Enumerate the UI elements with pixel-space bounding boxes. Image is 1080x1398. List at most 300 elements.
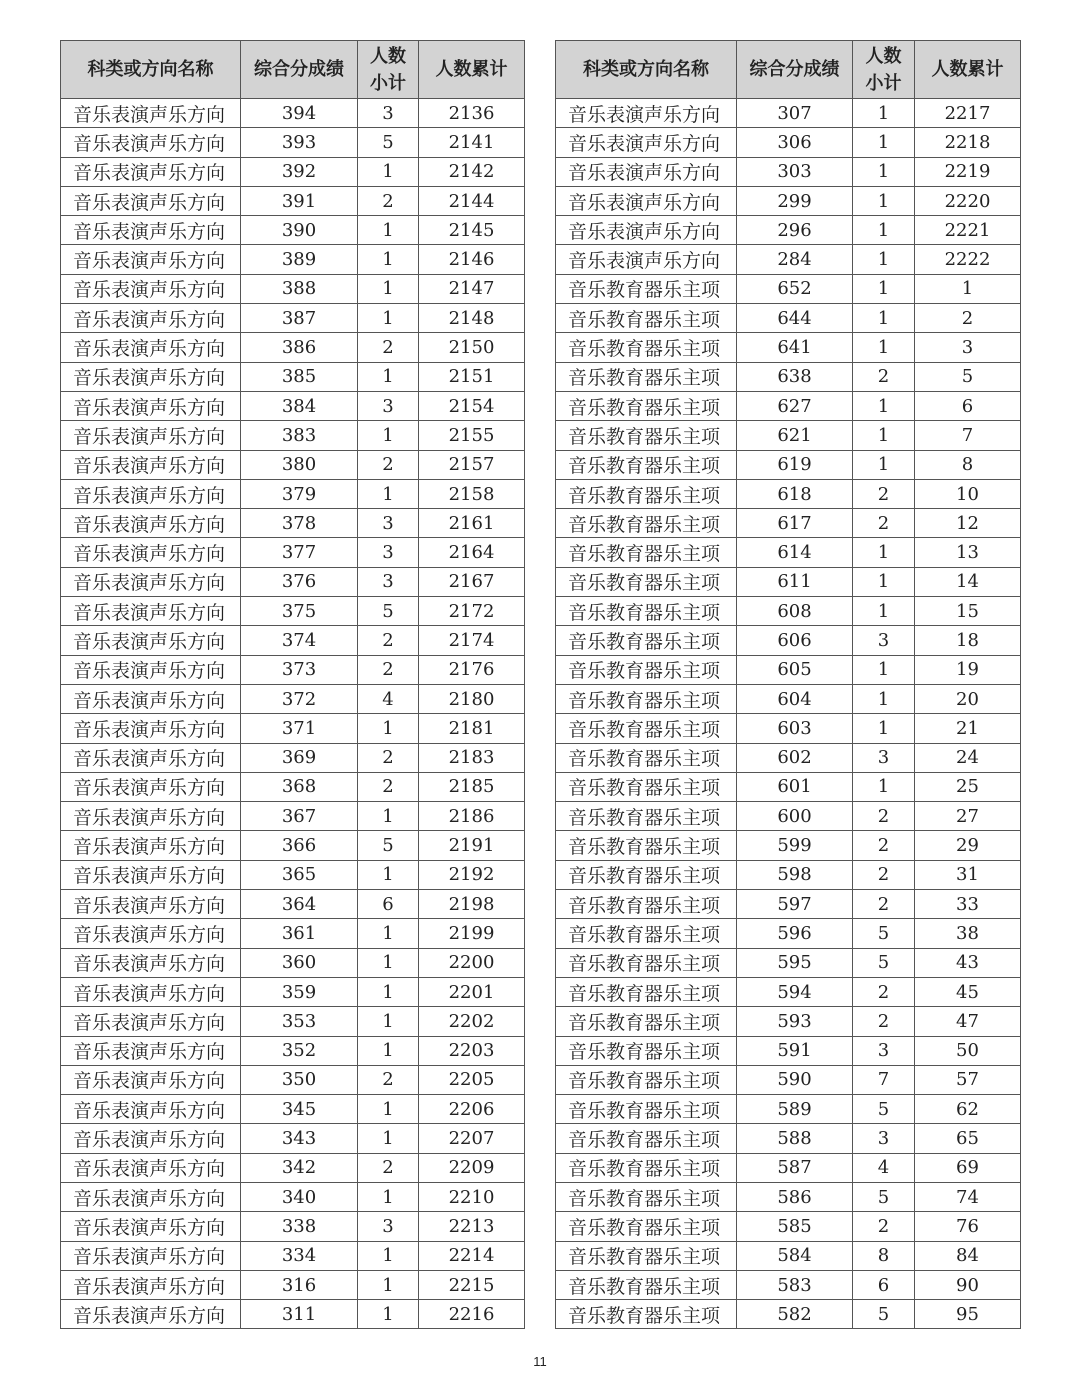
cell-cumulative: 14 xyxy=(915,567,1021,596)
table-row xyxy=(61,597,525,626)
table-row xyxy=(61,1153,525,1182)
cell-cumulative: 2142 xyxy=(419,157,525,186)
cell-name: 音乐教育器乐主项 xyxy=(556,714,737,743)
cell-score: 605 xyxy=(737,655,853,684)
cell-name: 音乐教育器乐主项 xyxy=(556,1212,737,1241)
cell-name: 音乐表演声乐方向 xyxy=(61,538,241,567)
cell-cumulative: 2157 xyxy=(419,450,525,479)
cell-name: 音乐教育器乐主项 xyxy=(556,1241,737,1270)
cell-count: 1 xyxy=(358,714,419,743)
cell-name: 音乐教育器乐主项 xyxy=(556,538,737,567)
cell-count: 1 xyxy=(358,1300,419,1329)
cell-cumulative: 2158 xyxy=(419,479,525,508)
cell-count: 1 xyxy=(358,1270,419,1299)
cell-score: 378 xyxy=(241,509,358,538)
table-row xyxy=(556,1212,1021,1241)
cell-name: 音乐表演声乐方向 xyxy=(61,919,241,948)
cell-score: 611 xyxy=(737,567,853,596)
cell-cumulative: 12 xyxy=(915,509,1021,538)
cell-score: 371 xyxy=(241,714,358,743)
table-row xyxy=(556,1095,1021,1124)
cell-name: 音乐教育器乐主项 xyxy=(556,1065,737,1094)
cell-score: 390 xyxy=(241,216,358,245)
cell-name: 音乐表演声乐方向 xyxy=(61,128,241,157)
table-row xyxy=(61,245,525,274)
table-row xyxy=(61,1241,525,1270)
cell-count: 2 xyxy=(358,1065,419,1094)
cell-count: 1 xyxy=(358,216,419,245)
cell-cumulative: 5 xyxy=(915,362,1021,391)
cell-score: 299 xyxy=(737,186,853,215)
table-row xyxy=(556,743,1021,772)
cell-name: 音乐表演声乐方向 xyxy=(61,186,241,215)
cell-cumulative: 2172 xyxy=(419,597,525,626)
cell-cumulative: 2185 xyxy=(419,772,525,801)
cell-count: 5 xyxy=(853,1095,915,1124)
table-row xyxy=(61,362,525,391)
cell-score: 582 xyxy=(737,1300,853,1329)
cell-cumulative: 2192 xyxy=(419,860,525,889)
cell-count: 3 xyxy=(358,567,419,596)
cell-name: 音乐教育器乐主项 xyxy=(556,831,737,860)
table-row xyxy=(556,509,1021,538)
cell-name: 音乐教育器乐主项 xyxy=(556,567,737,596)
cell-score: 604 xyxy=(737,684,853,713)
cell-score: 586 xyxy=(737,1182,853,1211)
table-row xyxy=(61,509,525,538)
cell-count: 3 xyxy=(853,626,915,655)
cell-cumulative: 2145 xyxy=(419,216,525,245)
cell-count: 3 xyxy=(358,509,419,538)
table-row xyxy=(61,626,525,655)
cell-count: 1 xyxy=(358,421,419,450)
cell-cumulative: 7 xyxy=(915,421,1021,450)
cell-name: 音乐表演声乐方向 xyxy=(61,743,241,772)
cell-name: 音乐表演声乐方向 xyxy=(61,362,241,391)
cell-score: 361 xyxy=(241,919,358,948)
cell-score: 606 xyxy=(737,626,853,655)
cell-score: 364 xyxy=(241,890,358,919)
cell-count: 2 xyxy=(853,977,915,1006)
cell-count: 3 xyxy=(358,538,419,567)
cell-cumulative: 24 xyxy=(915,743,1021,772)
header-count-line1: 人数 xyxy=(370,45,406,67)
table-row xyxy=(556,479,1021,508)
cell-score: 296 xyxy=(737,216,853,245)
cell-score: 652 xyxy=(737,274,853,303)
cell-count: 2 xyxy=(853,802,915,831)
cell-count: 3 xyxy=(358,99,419,128)
cell-score: 644 xyxy=(737,304,853,333)
cell-name: 音乐表演声乐方向 xyxy=(61,655,241,684)
cell-count: 1 xyxy=(853,99,915,128)
cell-score: 392 xyxy=(241,157,358,186)
cell-score: 618 xyxy=(737,479,853,508)
cell-count: 1 xyxy=(358,802,419,831)
cell-count: 1 xyxy=(853,421,915,450)
cell-score: 334 xyxy=(241,1241,358,1270)
table-row xyxy=(556,802,1021,831)
cell-count: 6 xyxy=(853,1270,915,1299)
cell-count: 3 xyxy=(358,391,419,420)
cell-count: 1 xyxy=(358,948,419,977)
cell-score: 617 xyxy=(737,509,853,538)
table-row xyxy=(61,860,525,889)
cell-count: 1 xyxy=(853,538,915,567)
page-number: 11 xyxy=(533,1354,547,1369)
cell-count: 2 xyxy=(358,655,419,684)
header-count xyxy=(358,41,419,99)
cell-cumulative: 2214 xyxy=(419,1241,525,1270)
cell-cumulative: 18 xyxy=(915,626,1021,655)
cell-count: 5 xyxy=(358,128,419,157)
table-row xyxy=(556,1270,1021,1299)
cell-score: 585 xyxy=(737,1212,853,1241)
cell-cumulative: 50 xyxy=(915,1036,1021,1065)
cell-score: 393 xyxy=(241,128,358,157)
table-row xyxy=(556,1007,1021,1036)
cell-count: 2 xyxy=(853,860,915,889)
cell-count: 1 xyxy=(853,567,915,596)
cell-score: 379 xyxy=(241,479,358,508)
cell-name: 音乐教育器乐主项 xyxy=(556,333,737,362)
cell-cumulative: 27 xyxy=(915,802,1021,831)
cell-score: 338 xyxy=(241,1212,358,1241)
table-row xyxy=(556,919,1021,948)
cell-name: 音乐教育器乐主项 xyxy=(556,450,737,479)
cell-name: 音乐表演声乐方向 xyxy=(61,948,241,977)
cell-count: 1 xyxy=(853,655,915,684)
cell-name: 音乐表演声乐方向 xyxy=(61,977,241,1006)
cell-count: 1 xyxy=(853,333,915,362)
cell-name: 音乐表演声乐方向 xyxy=(61,1065,241,1094)
table-row xyxy=(61,1212,525,1241)
cell-name: 音乐表演声乐方向 xyxy=(61,99,241,128)
cell-score: 597 xyxy=(737,890,853,919)
cell-name: 音乐教育器乐主项 xyxy=(556,362,737,391)
cell-cumulative: 2198 xyxy=(419,890,525,919)
cell-score: 359 xyxy=(241,977,358,1006)
cell-score: 380 xyxy=(241,450,358,479)
table-row xyxy=(556,948,1021,977)
table-row xyxy=(556,1241,1021,1270)
cell-name: 音乐表演声乐方向 xyxy=(61,684,241,713)
header-name: 科类或方向名称 xyxy=(61,41,241,99)
cell-count: 1 xyxy=(853,304,915,333)
cell-cumulative: 2207 xyxy=(419,1124,525,1153)
cell-count: 1 xyxy=(853,450,915,479)
header-row xyxy=(61,41,525,99)
cell-cumulative: 2167 xyxy=(419,567,525,596)
table-row xyxy=(61,1065,525,1094)
cell-name: 音乐教育器乐主项 xyxy=(556,1007,737,1036)
table-row xyxy=(556,216,1021,245)
cell-count: 4 xyxy=(358,684,419,713)
cell-cumulative: 6 xyxy=(915,391,1021,420)
cell-cumulative: 2200 xyxy=(419,948,525,977)
cell-score: 591 xyxy=(737,1036,853,1065)
table-row xyxy=(556,831,1021,860)
cell-name: 音乐表演声乐方向 xyxy=(61,157,241,186)
cell-name: 音乐表演声乐方向 xyxy=(61,479,241,508)
cell-count: 3 xyxy=(853,1036,915,1065)
cell-score: 342 xyxy=(241,1153,358,1182)
table-row xyxy=(61,655,525,684)
table-row xyxy=(61,890,525,919)
cell-count: 2 xyxy=(358,333,419,362)
cell-count: 1 xyxy=(853,597,915,626)
cell-cumulative: 3 xyxy=(915,333,1021,362)
cell-cumulative: 45 xyxy=(915,977,1021,1006)
cell-count: 1 xyxy=(358,860,419,889)
table-row xyxy=(61,421,525,450)
cell-score: 583 xyxy=(737,1270,853,1299)
cell-name: 音乐表演声乐方向 xyxy=(556,216,737,245)
cell-count: 7 xyxy=(853,1065,915,1094)
cell-count: 1 xyxy=(853,714,915,743)
cell-cumulative: 20 xyxy=(915,684,1021,713)
cell-cumulative: 2206 xyxy=(419,1095,525,1124)
cell-count: 1 xyxy=(853,128,915,157)
cell-name: 音乐表演声乐方向 xyxy=(61,860,241,889)
table-row xyxy=(556,391,1021,420)
table-row xyxy=(61,1007,525,1036)
cell-cumulative: 2218 xyxy=(915,128,1021,157)
cell-cumulative: 13 xyxy=(915,538,1021,567)
cell-name: 音乐表演声乐方向 xyxy=(61,509,241,538)
cell-score: 369 xyxy=(241,743,358,772)
cell-score: 391 xyxy=(241,186,358,215)
cell-score: 353 xyxy=(241,1007,358,1036)
cell-score: 385 xyxy=(241,362,358,391)
cell-score: 588 xyxy=(737,1124,853,1153)
cell-count: 3 xyxy=(358,1212,419,1241)
cell-cumulative: 21 xyxy=(915,714,1021,743)
cell-score: 375 xyxy=(241,597,358,626)
cell-score: 587 xyxy=(737,1153,853,1182)
cell-count: 2 xyxy=(853,890,915,919)
cell-score: 593 xyxy=(737,1007,853,1036)
cell-cumulative: 2201 xyxy=(419,977,525,1006)
table-row xyxy=(61,538,525,567)
cell-count: 1 xyxy=(358,1124,419,1153)
table-row xyxy=(61,802,525,831)
cell-score: 608 xyxy=(737,597,853,626)
cell-score: 352 xyxy=(241,1036,358,1065)
cell-name: 音乐教育器乐主项 xyxy=(556,304,737,333)
cell-score: 316 xyxy=(241,1270,358,1299)
cell-count: 1 xyxy=(358,245,419,274)
cell-cumulative: 10 xyxy=(915,479,1021,508)
table-row xyxy=(61,1095,525,1124)
cell-score: 596 xyxy=(737,919,853,948)
cell-count: 2 xyxy=(358,186,419,215)
table-row xyxy=(61,831,525,860)
cell-score: 372 xyxy=(241,684,358,713)
cell-cumulative: 8 xyxy=(915,450,1021,479)
table-row xyxy=(556,304,1021,333)
cell-name: 音乐教育器乐主项 xyxy=(556,802,737,831)
cell-cumulative: 2151 xyxy=(419,362,525,391)
cell-name: 音乐表演声乐方向 xyxy=(61,597,241,626)
table-row xyxy=(556,333,1021,362)
cell-name: 音乐教育器乐主项 xyxy=(556,391,737,420)
table-row xyxy=(556,274,1021,303)
table-row xyxy=(61,157,525,186)
header-cumulative: 人数累计 xyxy=(915,41,1021,99)
table-body-left xyxy=(61,99,525,1329)
cell-name: 音乐教育器乐主项 xyxy=(556,597,737,626)
cell-score: 303 xyxy=(737,157,853,186)
cell-score: 589 xyxy=(737,1095,853,1124)
cell-cumulative: 2213 xyxy=(419,1212,525,1241)
cell-cumulative: 2146 xyxy=(419,245,525,274)
cell-count: 1 xyxy=(358,977,419,1006)
cell-count: 6 xyxy=(358,890,419,919)
cell-score: 387 xyxy=(241,304,358,333)
cell-count: 2 xyxy=(853,362,915,391)
cell-cumulative: 43 xyxy=(915,948,1021,977)
cell-cumulative: 76 xyxy=(915,1212,1021,1241)
cell-cumulative: 2203 xyxy=(419,1036,525,1065)
cell-cumulative: 2 xyxy=(915,304,1021,333)
table-row xyxy=(61,1124,525,1153)
table-row xyxy=(61,772,525,801)
cell-score: 343 xyxy=(241,1124,358,1153)
cell-name: 音乐表演声乐方向 xyxy=(61,714,241,743)
cell-name: 音乐表演声乐方向 xyxy=(61,1124,241,1153)
cell-count: 1 xyxy=(853,245,915,274)
cell-name: 音乐表演声乐方向 xyxy=(556,186,737,215)
cell-name: 音乐教育器乐主项 xyxy=(556,1124,737,1153)
cell-name: 音乐教育器乐主项 xyxy=(556,1182,737,1211)
cell-score: 374 xyxy=(241,626,358,655)
table-row xyxy=(556,450,1021,479)
cell-cumulative: 15 xyxy=(915,597,1021,626)
cell-count: 2 xyxy=(358,772,419,801)
table-row xyxy=(556,362,1021,391)
table-row xyxy=(556,186,1021,215)
cell-name: 音乐表演声乐方向 xyxy=(61,274,241,303)
cell-name: 音乐表演声乐方向 xyxy=(61,567,241,596)
table-row xyxy=(61,99,525,128)
cell-score: 603 xyxy=(737,714,853,743)
table-row xyxy=(61,1182,525,1211)
cell-cumulative: 2215 xyxy=(419,1270,525,1299)
table-row xyxy=(556,1182,1021,1211)
cell-score: 638 xyxy=(737,362,853,391)
cell-name: 音乐表演声乐方向 xyxy=(61,890,241,919)
cell-score: 360 xyxy=(241,948,358,977)
cell-name: 音乐表演声乐方向 xyxy=(61,626,241,655)
cell-count: 1 xyxy=(358,919,419,948)
cell-score: 602 xyxy=(737,743,853,772)
cell-cumulative: 2164 xyxy=(419,538,525,567)
cell-cumulative: 1 xyxy=(915,274,1021,303)
cell-name: 音乐教育器乐主项 xyxy=(556,977,737,1006)
cell-cumulative: 2174 xyxy=(419,626,525,655)
header-count xyxy=(853,41,915,99)
table-row xyxy=(61,304,525,333)
cell-score: 590 xyxy=(737,1065,853,1094)
cell-cumulative: 2161 xyxy=(419,509,525,538)
cell-cumulative: 2147 xyxy=(419,274,525,303)
header-count-line1: 人数 xyxy=(865,45,902,67)
cell-cumulative: 2219 xyxy=(915,157,1021,186)
table-row xyxy=(61,977,525,1006)
cell-name: 音乐教育器乐主项 xyxy=(556,743,737,772)
table-row xyxy=(61,333,525,362)
cell-count: 5 xyxy=(853,948,915,977)
cell-cumulative: 2205 xyxy=(419,1065,525,1094)
cell-name: 音乐表演声乐方向 xyxy=(61,391,241,420)
table-row xyxy=(556,1036,1021,1065)
cell-cumulative: 62 xyxy=(915,1095,1021,1124)
cell-cumulative: 2181 xyxy=(419,714,525,743)
table-row xyxy=(61,567,525,596)
table-row xyxy=(556,157,1021,186)
table-row xyxy=(556,421,1021,450)
cell-count: 5 xyxy=(853,1300,915,1329)
cell-count: 2 xyxy=(853,1007,915,1036)
table-row xyxy=(61,1270,525,1299)
cell-score: 383 xyxy=(241,421,358,450)
cell-count: 1 xyxy=(358,1036,419,1065)
cell-cumulative: 2221 xyxy=(915,216,1021,245)
cell-cumulative: 2186 xyxy=(419,802,525,831)
cell-name: 音乐表演声乐方向 xyxy=(61,216,241,245)
cell-cumulative: 57 xyxy=(915,1065,1021,1094)
header-cumulative: 人数累计 xyxy=(419,41,525,99)
cell-count: 2 xyxy=(358,1153,419,1182)
cell-name: 音乐表演声乐方向 xyxy=(61,1036,241,1065)
cell-cumulative: 90 xyxy=(915,1270,1021,1299)
cell-cumulative: 47 xyxy=(915,1007,1021,1036)
cell-count: 1 xyxy=(358,1241,419,1270)
cell-name: 音乐表演声乐方向 xyxy=(61,304,241,333)
table-row xyxy=(61,128,525,157)
cell-cumulative: 2210 xyxy=(419,1182,525,1211)
table-row xyxy=(556,245,1021,274)
cell-name: 音乐表演声乐方向 xyxy=(61,831,241,860)
cell-name: 音乐表演声乐方向 xyxy=(556,245,737,274)
table-row xyxy=(61,391,525,420)
cell-cumulative: 2144 xyxy=(419,186,525,215)
cell-cumulative: 2176 xyxy=(419,655,525,684)
cell-cumulative: 2191 xyxy=(419,831,525,860)
cell-name: 音乐教育器乐主项 xyxy=(556,890,737,919)
cell-cumulative: 25 xyxy=(915,772,1021,801)
cell-name: 音乐教育器乐主项 xyxy=(556,684,737,713)
cell-name: 音乐教育器乐主项 xyxy=(556,1095,737,1124)
cell-name: 音乐表演声乐方向 xyxy=(61,450,241,479)
header-row xyxy=(556,41,1021,99)
cell-count: 5 xyxy=(358,597,419,626)
cell-count: 1 xyxy=(853,186,915,215)
cell-name: 音乐教育器乐主项 xyxy=(556,1153,737,1182)
cell-count: 1 xyxy=(358,274,419,303)
cell-name: 音乐教育器乐主项 xyxy=(556,948,737,977)
table-row xyxy=(556,567,1021,596)
table-body-right xyxy=(556,99,1021,1329)
cell-score: 366 xyxy=(241,831,358,860)
cell-score: 394 xyxy=(241,99,358,128)
cell-name: 音乐表演声乐方向 xyxy=(61,245,241,274)
cell-cumulative: 69 xyxy=(915,1153,1021,1182)
cell-cumulative: 19 xyxy=(915,655,1021,684)
cell-score: 284 xyxy=(737,245,853,274)
cell-count: 5 xyxy=(358,831,419,860)
